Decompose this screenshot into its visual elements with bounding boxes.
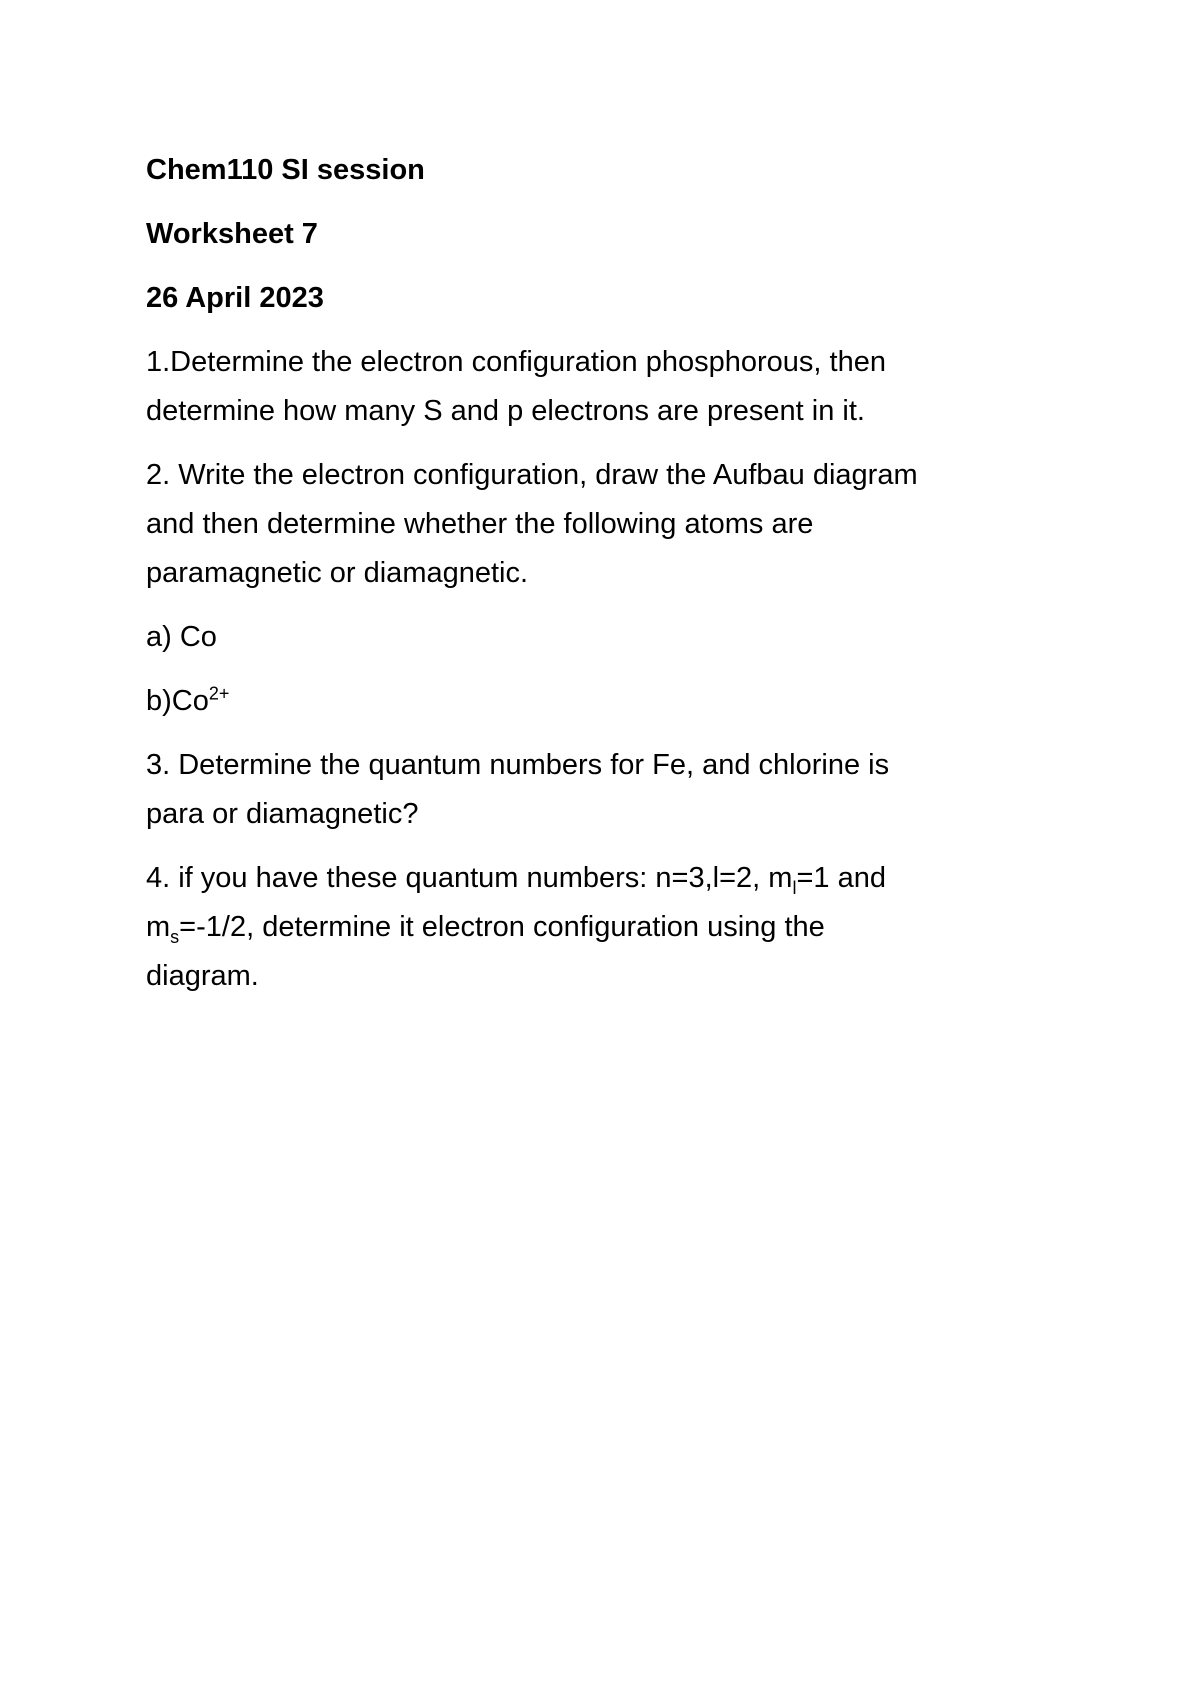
question-4-line-3: diagram.	[146, 960, 259, 992]
worksheet-date: 26 April 2023	[146, 282, 324, 314]
question-4-line-2	[146, 903, 1086, 952]
question-3-line-2: para or diamagnetic?	[146, 798, 419, 830]
question-2-line-2: and then determine whether the following atoms are	[146, 508, 814, 540]
question-2-line-1: 2. Write the electron configuration, draw the Aufbau diagram	[146, 459, 918, 491]
question-3-line-1: 3. Determine the quantum numbers for Fe, and chlorine is	[146, 749, 890, 781]
question-4-line-2-pre: m	[146, 911, 171, 943]
question-2-part-a: a) Co	[146, 621, 217, 653]
question-3	[146, 741, 1086, 839]
question-4-line-1-post: =1 and	[796, 862, 886, 894]
question-2	[146, 451, 1086, 598]
question-2-line-3: paramagnetic or diamagnetic.	[146, 557, 529, 589]
question-4-line-1	[146, 854, 1086, 903]
worksheet-content	[146, 146, 1086, 1016]
question-1-line-1: 1.Determine the electron configuration phosphorous, then	[146, 346, 886, 378]
question-2-part-b	[146, 677, 1086, 726]
question-1-line-2: determine how many S and p electrons are present in it.	[146, 395, 865, 427]
question-1	[146, 338, 1086, 436]
ml-subscript: l	[792, 877, 797, 898]
part-b-formula: b)Co	[146, 685, 209, 717]
question-4-line-2-post: =-1/2, determine it electron configuration using the	[179, 911, 825, 943]
question-4	[146, 854, 1086, 1001]
ms-subscript: s	[170, 926, 180, 947]
question-4-line-1-pre: 4. if you have these quantum numbers: n=3,l=2, m	[146, 862, 793, 894]
worksheet-title: Worksheet 7	[146, 218, 318, 250]
part-b-charge: 2+	[208, 683, 230, 704]
course-title: Chem110 SI session	[146, 154, 425, 186]
